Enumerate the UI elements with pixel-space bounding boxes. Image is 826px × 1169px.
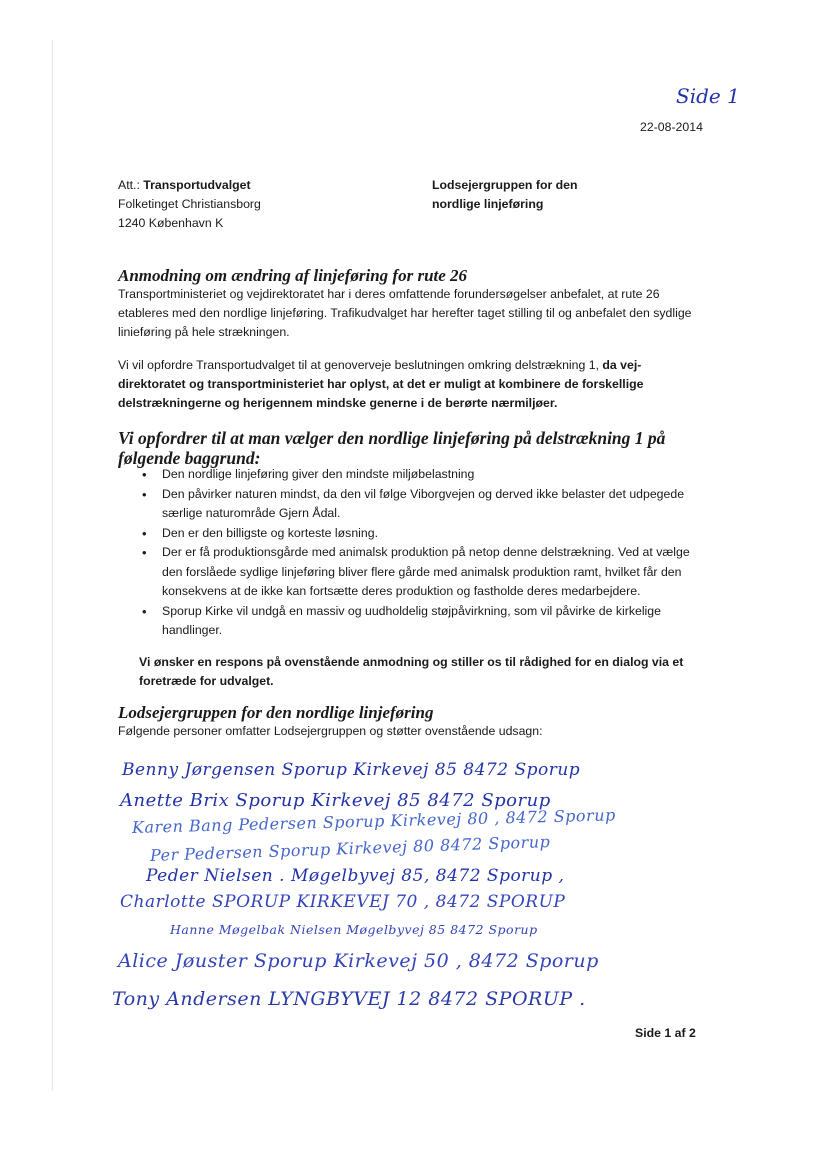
signature-line: Benny Jørgensen Sporup Kirkevej 85 8472 Sporup xyxy=(122,760,581,780)
list-item: • Den er den billigste og korteste løsning. xyxy=(139,524,699,544)
signature-line: Charlotte SPORUP KIRKEVEJ 70 , 8472 SPORUP xyxy=(120,892,566,912)
page-footer: Side 1 af 2 xyxy=(635,1026,696,1040)
reasons-list xyxy=(139,465,699,641)
para1-line: linieføring på hele strækningen. xyxy=(118,325,290,339)
address-line-2: Folketinget Christiansborg xyxy=(118,197,261,211)
section3-title: Lodsejergruppen for den nordlige linjeføring xyxy=(118,703,434,722)
section2-title-line-1: Vi opfordrer til at man vælger den nordlige linjeføring på delstrækning 1 på xyxy=(118,428,666,448)
para2-line-3: delstrækningerne og herigennem mindske generne i de berørte nærmiljøer. xyxy=(118,396,558,410)
para1-line: etableres med den nordlige linjeføring. Trafikudvalget har herefter taget stilling til og anbefalet den sydlige xyxy=(118,306,692,320)
para1-line: Transportministeriet og vejdirektoratet har i deres omfattende forundersøgelser anbefalet, at rute 26 xyxy=(118,287,660,301)
list-item: • Sporup Kirke vil undgå en massiv og uudholdelig støjpåvirkning, som vil påvirke de kirkelige handlinger. xyxy=(139,602,699,641)
section2-title-line-2: følgende baggrund: xyxy=(118,448,261,468)
para2-line-1 xyxy=(118,356,728,375)
list-item: • Den påvirker naturen mindst, da den vil følge Viborgvejen og derved ikke belaster det udpegede særlige naturområde Gjern Ådal. xyxy=(139,485,699,524)
letter-date: 22-08-2014 xyxy=(640,120,703,134)
para2-bold-text: da vej- xyxy=(602,358,642,372)
sender-line-1: Lodsejergruppen for den xyxy=(432,178,578,192)
signature-line: Hanne Møgelbak Nielsen Møgelbyvej 85 8472 Sporup xyxy=(170,922,538,937)
section2-title xyxy=(118,428,665,468)
request-paragraph xyxy=(139,653,699,691)
list-item: • Den nordlige linjeføring giver den mindste miljøbelastning xyxy=(139,465,699,485)
para2-line-2: direktoratet og transportministeriet har oplyst, at det er muligt at kombinere de forskellige xyxy=(118,377,644,391)
signature-line: Anette Brix Sporup Kirkevej 85 8472 Sporup xyxy=(120,790,551,811)
request-line-1: Vi ønsker en respons på ovenstående anmodning og stiller os til rådighed for en dialog via et xyxy=(139,655,684,669)
sender-line-2: nordlige linjeføring xyxy=(432,197,544,211)
sender-block xyxy=(432,176,578,214)
signature-line: Karen Bang Pedersen Sporup Kirkevej 80 , 8472 Sporup xyxy=(131,805,616,837)
handwritten-page-mark: Side 1 xyxy=(676,84,740,108)
section1-title: Anmodning om ændring af linjeføring for rute 26 xyxy=(118,266,468,285)
att-line xyxy=(118,176,261,195)
para2-normal-text: Vi vil opfordre Transportudvalget til at genoverveje beslutningen omkring delstrækning 1, xyxy=(118,358,603,372)
section1-paragraph-2 xyxy=(118,356,728,413)
signature-line: Alice Jøuster Sporup Kirkevej 50 , 8472 Sporup xyxy=(118,950,599,972)
recipient-address xyxy=(118,176,261,233)
signature-line: Per Pedersen Sporup Kirkevej 80 8472 Sporup xyxy=(149,832,551,865)
signature-line: Peder Nielsen . Møgelbyvej 85, 8472 Sporup , xyxy=(146,866,565,886)
section3-intro: Følgende personer omfatter Lodsejergruppen og støtter ovenstående udsagn: xyxy=(118,724,543,738)
list-item: • Der er få produktionsgårde med animalsk produktion på netop denne delstrækning. Ved at vælge den forslåede sydlige linjeføring bliver flere gårde med animalsk produktion ramt, hvilket får den konsekvens at de ikke kan fortsætte deres produktion og fastholde deres medarbejdere. xyxy=(139,543,699,602)
scan-edge-line xyxy=(52,40,53,1090)
address-line-3: 1240 København K xyxy=(118,216,224,230)
att-prefix: Att.: xyxy=(118,178,144,192)
section1-paragraph-1 xyxy=(118,285,718,342)
signature-line: Tony Andersen LYNGBYVEJ 12 8472 SPORUP . xyxy=(112,988,586,1010)
att-name: Transportudvalget xyxy=(143,178,251,192)
request-line-2: foretræde for udvalget. xyxy=(139,674,274,688)
